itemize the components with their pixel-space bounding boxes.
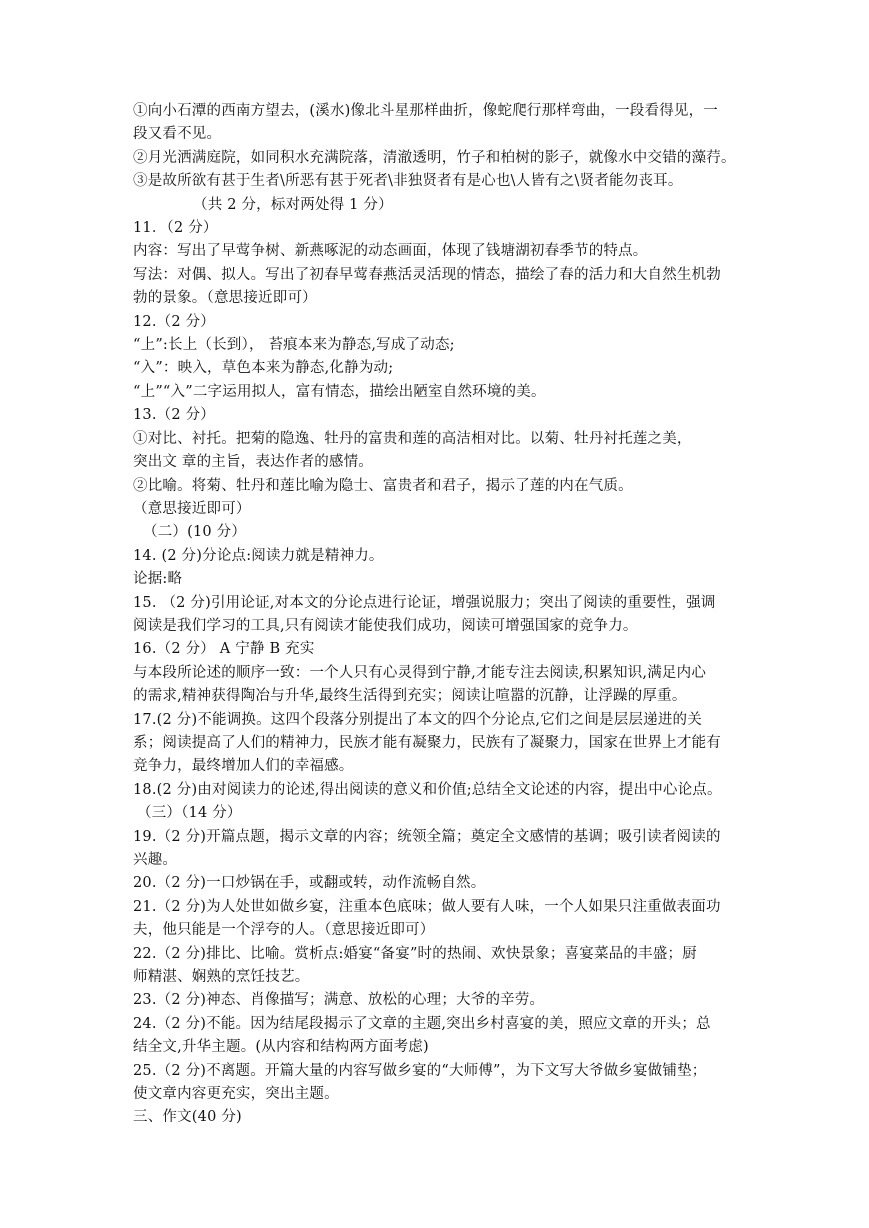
text-line: 结全文,升华主题。(从内容和结构两方面考虑)	[133, 1039, 429, 1056]
text-line: “入”：映入，草色本来为静态,化静为动;	[133, 360, 394, 377]
text-line: 论据:略	[133, 571, 183, 588]
section-heading: （三）（14 分）	[137, 805, 242, 822]
question-heading: 12.（2 分）	[133, 313, 215, 330]
question-heading: 22.（2 分)排比、比喻。赏析点:婚宴“备宴”时的热闹、欢快景象；喜宴菜品的丰盛；厨	[133, 945, 697, 962]
question-heading: 16.（2 分） A 宁静 B 充实	[133, 641, 315, 658]
question-heading: 15. （2 分)引用论证,对本文的分论点进行论证，增强说服力；突出了阅读的重要性，强调	[133, 594, 716, 611]
text-line: ②月光洒满庭院，如同积水充满院落，清澈透明，竹子和柏树的影子，就像水中交错的藻荇。	[133, 149, 736, 166]
question-heading: 23.（2 分)神态、肖像描写；满意、放松的心理；大爷的辛劳。	[133, 992, 545, 1009]
scoring-note: （共 2 分，标对两处得 1 分）	[193, 196, 393, 213]
text-line: 的需求,精神获得陶冶与升华,最终生活得到充实；阅读让喧嚣的沉静，让浮躁的厚重。	[133, 688, 687, 705]
question-heading: 20.（2 分)一口炒锅在手，或翻或转，动作流畅自然。	[133, 875, 486, 892]
text-line: 与本段所论述的顺序一致：一个人只有心灵得到宁静,才能专注去阅读,积累知识,满足内心	[133, 664, 707, 681]
text-line: ②比喻。将菊、牡丹和莲比喻为隐士、富贵者和君子，揭示了莲的内在气质。	[133, 477, 633, 494]
text-line: 写法：对偶、拟人。写出了初春早莺春燕活灵活现的情态，描绘了春的活力和大自然生机勃	[133, 266, 721, 283]
text-line: 师精湛、娴熟的烹饪技艺。	[133, 969, 310, 986]
text-line: ①对比、衬托。把菊的隐逸、牡丹的富贵和莲的高洁相对比。以菊、牡丹衬托莲之美，	[133, 430, 692, 447]
question-heading: 21.（2 分)为人处世如做乡宴，注重本色底味；做人要有人味，一个人如果只注重做表面功	[133, 898, 721, 915]
text-line: 使文章内容更充实，突出主题。	[133, 1086, 339, 1103]
text-line: 勃的景象。（意思接近即可）	[133, 290, 317, 307]
text-line: 系；阅读提高了人们的精神力，民族才能有凝聚力，民族有了凝聚力，国家在世界上才能有	[133, 734, 721, 751]
text-line: 段又看不见。	[133, 126, 222, 143]
text-line: “上”“入”二字运用拟人，富有情态，描绘出陋室自然环境的美。	[133, 383, 546, 400]
question-heading: 25.（2 分)不离题。开篇大量的内容写做乡宴的“大师傅”，为下文写大爷做乡宴做铺垫；	[133, 1062, 707, 1079]
text-line: “上”:长上（长到）， 苔痕本来为静态,写成了动态;	[133, 337, 455, 354]
text-line: 夫，他只能是一个浮夸的人。（意思接近即可）	[133, 922, 435, 939]
text-line: ①向小石潭的西南方望去，(溪水)像北斗星那样曲折，像蛇爬行那样弯曲，一段看得见，一	[133, 103, 719, 119]
text-line: 阅读是我们学习的工具,只有阅读才能使我们成功，阅读可增强国家的竞争力。	[133, 617, 638, 634]
text-line: 突出文 章的主旨，表达作者的感情。	[133, 454, 374, 471]
text-line: 竞争力，最终增加人们的幸福感。	[133, 758, 354, 775]
text-line: （意思接近即可）	[133, 500, 251, 517]
question-heading: 17.(2 分)不能调换。这四个段落分别提出了本文的四个分论点,它们之间是层层递进的关	[133, 711, 702, 728]
section-heading: （二）(10 分）	[143, 524, 247, 541]
section-heading: 三、作文(40 分)	[133, 1109, 242, 1126]
question-heading: 24.（2 分)不能。因为结尾段揭示了文章的主题,突出乡村喜宴的美，照应文章的开头；总	[133, 1015, 711, 1032]
text-line: ③是故所欲有甚于生者\所恶有甚于死者\非独贤者有是心也\人皆有之\贤者能勿丧耳。	[133, 173, 683, 190]
text-line: 兴趣。	[133, 852, 178, 868]
question-heading: 14. (2 分)分论点:阅读力就是精神力。	[133, 547, 384, 564]
question-heading: 13.（2 分）	[133, 407, 215, 424]
question-heading: 11．（2 分）	[133, 220, 218, 237]
question-heading: 18.(2 分)由对阅读力的论述,得出阅读的意义和价值;总结全文论述的内容，提出中心论点。	[133, 781, 722, 798]
question-heading: 19.（2 分)开篇点题，揭示文章的内容；统领全篇；奠定全文感情的基调；吸引读者阅读的	[133, 828, 721, 845]
text-line: 内容：写出了早莺争树、新燕啄泥的动态画面，体现了钱塘湖初春季节的特点。	[133, 243, 648, 260]
